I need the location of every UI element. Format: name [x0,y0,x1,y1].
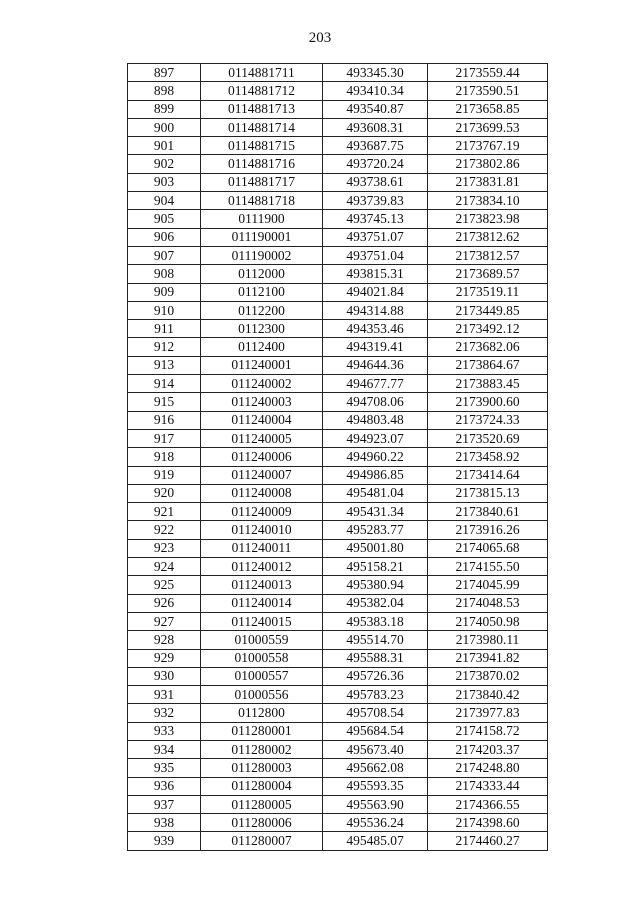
x-coordinate-cell: 494314.88 [323,301,428,319]
point-id-cell: 0112200 [201,301,323,319]
table-row [128,118,548,136]
point-id-cell: 011280007 [201,832,323,850]
y-coordinate-cell: 2173724.33 [428,411,548,429]
y-coordinate-cell: 2173699.53 [428,118,548,136]
row-number-cell: 933 [128,722,201,740]
y-coordinate-cell: 2173458.92 [428,448,548,466]
x-coordinate-cell: 495383.18 [323,612,428,630]
table-row [128,192,548,210]
row-number-cell: 912 [128,338,201,356]
y-coordinate-cell: 2173823.98 [428,210,548,228]
row-number-cell: 927 [128,612,201,630]
point-id-cell: 011240005 [201,429,323,447]
point-id-cell: 0112800 [201,704,323,722]
y-coordinate-cell: 2173492.12 [428,320,548,338]
row-number-cell: 914 [128,375,201,393]
table-row [128,265,548,283]
point-id-cell: 0112100 [201,283,323,301]
point-id-cell: 0111900 [201,210,323,228]
x-coordinate-cell: 494960.22 [323,448,428,466]
table-row [128,100,548,118]
table-row [128,137,548,155]
x-coordinate-cell: 493815.31 [323,265,428,283]
table-row [128,228,548,246]
row-number-cell: 937 [128,795,201,813]
row-number-cell: 936 [128,777,201,795]
table-row [128,173,548,191]
table-row [128,64,548,82]
y-coordinate-cell: 2174050.98 [428,612,548,630]
row-number-cell: 910 [128,301,201,319]
x-coordinate-cell: 495708.54 [323,704,428,722]
x-coordinate-cell: 494708.06 [323,393,428,411]
y-coordinate-cell: 2174158.72 [428,722,548,740]
x-coordinate-cell: 494923.07 [323,429,428,447]
y-coordinate-cell: 2173812.62 [428,228,548,246]
table-row [128,429,548,447]
row-number-cell: 915 [128,393,201,411]
point-id-cell: 0114881711 [201,64,323,82]
point-id-cell: 0112300 [201,320,323,338]
table-row [128,246,548,264]
y-coordinate-cell: 2174155.50 [428,558,548,576]
table-row [128,594,548,612]
x-coordinate-cell: 495382.04 [323,594,428,612]
row-number-cell: 905 [128,210,201,228]
y-coordinate-cell: 2173520.69 [428,429,548,447]
x-coordinate-cell: 495563.90 [323,795,428,813]
table-row [128,503,548,521]
point-id-cell: 0114881713 [201,100,323,118]
y-coordinate-cell: 2174045.99 [428,576,548,594]
page-number: 203 [308,30,332,46]
row-number-cell: 917 [128,429,201,447]
table-row [128,740,548,758]
table-row [128,686,548,704]
y-coordinate-cell: 2173916.26 [428,521,548,539]
row-number-cell: 903 [128,173,201,191]
point-id-cell: 011190002 [201,246,323,264]
y-coordinate-cell: 2174248.80 [428,759,548,777]
y-coordinate-cell: 2173831.81 [428,173,548,191]
row-number-cell: 897 [128,64,201,82]
y-coordinate-cell: 2173870.02 [428,667,548,685]
point-id-cell: 0112400 [201,338,323,356]
row-number-cell: 930 [128,667,201,685]
x-coordinate-cell: 494353.46 [323,320,428,338]
table-row [128,210,548,228]
x-coordinate-cell: 494803.48 [323,411,428,429]
table-row [128,558,548,576]
point-id-cell: 011280006 [201,814,323,832]
x-coordinate-cell: 495431.34 [323,503,428,521]
row-number-cell: 926 [128,594,201,612]
y-coordinate-cell: 2173682.06 [428,338,548,356]
x-coordinate-cell: 493345.30 [323,64,428,82]
row-number-cell: 901 [128,137,201,155]
table-row [128,576,548,594]
table-row [128,795,548,813]
point-id-cell: 011240004 [201,411,323,429]
x-coordinate-cell: 495514.70 [323,631,428,649]
point-id-cell: 011190001 [201,228,323,246]
point-id-cell: 011240009 [201,503,323,521]
row-number-cell: 929 [128,649,201,667]
y-coordinate-cell: 2174065.68 [428,539,548,557]
x-coordinate-cell: 494319.41 [323,338,428,356]
table-row [128,393,548,411]
x-coordinate-cell: 493687.75 [323,137,428,155]
x-coordinate-cell: 495481.04 [323,484,428,502]
point-id-cell: 01000556 [201,686,323,704]
row-number-cell: 916 [128,411,201,429]
table-row [128,466,548,484]
table-row [128,649,548,667]
x-coordinate-cell: 494677.77 [323,375,428,393]
table-row [128,814,548,832]
row-number-cell: 904 [128,192,201,210]
table-row [128,301,548,319]
table-row [128,631,548,649]
row-number-cell: 902 [128,155,201,173]
y-coordinate-cell: 2173590.51 [428,82,548,100]
point-id-cell: 011240007 [201,466,323,484]
y-coordinate-cell: 2174460.27 [428,832,548,850]
table-row [128,777,548,795]
x-coordinate-cell: 495588.31 [323,649,428,667]
row-number-cell: 908 [128,265,201,283]
point-id-cell: 0112000 [201,265,323,283]
point-id-cell: 011240015 [201,612,323,630]
table-row [128,612,548,630]
row-number-cell: 921 [128,503,201,521]
y-coordinate-cell: 2173802.86 [428,155,548,173]
table-row [128,704,548,722]
y-coordinate-cell: 2173941.82 [428,649,548,667]
x-coordinate-cell: 495001.80 [323,539,428,557]
point-id-cell: 011240012 [201,558,323,576]
point-id-cell: 011280005 [201,795,323,813]
point-id-cell: 011240014 [201,594,323,612]
x-coordinate-cell: 493738.61 [323,173,428,191]
x-coordinate-cell: 495662.08 [323,759,428,777]
x-coordinate-cell: 495536.24 [323,814,428,832]
y-coordinate-cell: 2173883.45 [428,375,548,393]
row-number-cell: 932 [128,704,201,722]
point-id-cell: 01000558 [201,649,323,667]
point-id-cell: 011280002 [201,740,323,758]
table-row [128,448,548,466]
y-coordinate-cell: 2173519.11 [428,283,548,301]
row-number-cell: 934 [128,740,201,758]
x-coordinate-cell: 495593.35 [323,777,428,795]
table-row [128,411,548,429]
x-coordinate-cell: 495158.21 [323,558,428,576]
x-coordinate-cell: 494986.85 [323,466,428,484]
row-number-cell: 935 [128,759,201,777]
table-row [128,356,548,374]
row-number-cell: 924 [128,558,201,576]
point-id-cell: 011240010 [201,521,323,539]
row-number-cell: 900 [128,118,201,136]
x-coordinate-cell: 495726.36 [323,667,428,685]
x-coordinate-cell: 493745.13 [323,210,428,228]
table-row [128,667,548,685]
point-id-cell: 0114881716 [201,155,323,173]
table-row [128,155,548,173]
point-id-cell: 011280003 [201,759,323,777]
coordinates-table [127,63,548,851]
x-coordinate-cell: 495485.07 [323,832,428,850]
row-number-cell: 913 [128,356,201,374]
y-coordinate-cell: 2173414.64 [428,466,548,484]
table-row [128,320,548,338]
y-coordinate-cell: 2173449.85 [428,301,548,319]
point-id-cell: 0114881715 [201,137,323,155]
x-coordinate-cell: 495783.23 [323,686,428,704]
row-number-cell: 928 [128,631,201,649]
point-id-cell: 011240011 [201,539,323,557]
table-row [128,759,548,777]
x-coordinate-cell: 495673.40 [323,740,428,758]
point-id-cell: 01000557 [201,667,323,685]
point-id-cell: 01000559 [201,631,323,649]
point-id-cell: 0114881714 [201,118,323,136]
y-coordinate-cell: 2173559.44 [428,64,548,82]
y-coordinate-cell: 2173900.60 [428,393,548,411]
x-coordinate-cell: 494644.36 [323,356,428,374]
y-coordinate-cell: 2174398.60 [428,814,548,832]
y-coordinate-cell: 2174048.53 [428,594,548,612]
y-coordinate-cell: 2173977.83 [428,704,548,722]
point-id-cell: 011280004 [201,777,323,795]
y-coordinate-cell: 2174333.44 [428,777,548,795]
row-number-cell: 906 [128,228,201,246]
row-number-cell: 939 [128,832,201,850]
x-coordinate-cell: 493751.04 [323,246,428,264]
row-number-cell: 925 [128,576,201,594]
row-number-cell: 898 [128,82,201,100]
y-coordinate-cell: 2173689.57 [428,265,548,283]
x-coordinate-cell: 493608.31 [323,118,428,136]
point-id-cell: 011240006 [201,448,323,466]
table-row [128,484,548,502]
row-number-cell: 931 [128,686,201,704]
table-row [128,722,548,740]
y-coordinate-cell: 2174203.37 [428,740,548,758]
point-id-cell: 011240013 [201,576,323,594]
row-number-cell: 923 [128,539,201,557]
row-number-cell: 909 [128,283,201,301]
table-row [128,375,548,393]
row-number-cell: 922 [128,521,201,539]
y-coordinate-cell: 2174366.55 [428,795,548,813]
x-coordinate-cell: 495283.77 [323,521,428,539]
point-id-cell: 011240003 [201,393,323,411]
row-number-cell: 938 [128,814,201,832]
y-coordinate-cell: 2173864.67 [428,356,548,374]
y-coordinate-cell: 2173812.57 [428,246,548,264]
point-id-cell: 011280001 [201,722,323,740]
y-coordinate-cell: 2173840.42 [428,686,548,704]
table-row [128,539,548,557]
x-coordinate-cell: 493540.87 [323,100,428,118]
point-id-cell: 0114881717 [201,173,323,191]
x-coordinate-cell: 494021.84 [323,283,428,301]
point-id-cell: 0114881718 [201,192,323,210]
point-id-cell: 011240001 [201,356,323,374]
table-row [128,283,548,301]
row-number-cell: 911 [128,320,201,338]
x-coordinate-cell: 493751.07 [323,228,428,246]
y-coordinate-cell: 2173840.61 [428,503,548,521]
table-row [128,338,548,356]
table-row [128,832,548,850]
y-coordinate-cell: 2173980.11 [428,631,548,649]
row-number-cell: 907 [128,246,201,264]
x-coordinate-cell: 495684.54 [323,722,428,740]
table-row [128,82,548,100]
point-id-cell: 0114881712 [201,82,323,100]
y-coordinate-cell: 2173767.19 [428,137,548,155]
row-number-cell: 899 [128,100,201,118]
x-coordinate-cell: 495380.94 [323,576,428,594]
row-number-cell: 918 [128,448,201,466]
table-row [128,521,548,539]
row-number-cell: 919 [128,466,201,484]
x-coordinate-cell: 493410.34 [323,82,428,100]
row-number-cell: 920 [128,484,201,502]
y-coordinate-cell: 2173815.13 [428,484,548,502]
x-coordinate-cell: 493739.83 [323,192,428,210]
x-coordinate-cell: 493720.24 [323,155,428,173]
point-id-cell: 011240002 [201,375,323,393]
table-body [128,64,548,851]
y-coordinate-cell: 2173834.10 [428,192,548,210]
point-id-cell: 011240008 [201,484,323,502]
y-coordinate-cell: 2173658.85 [428,100,548,118]
